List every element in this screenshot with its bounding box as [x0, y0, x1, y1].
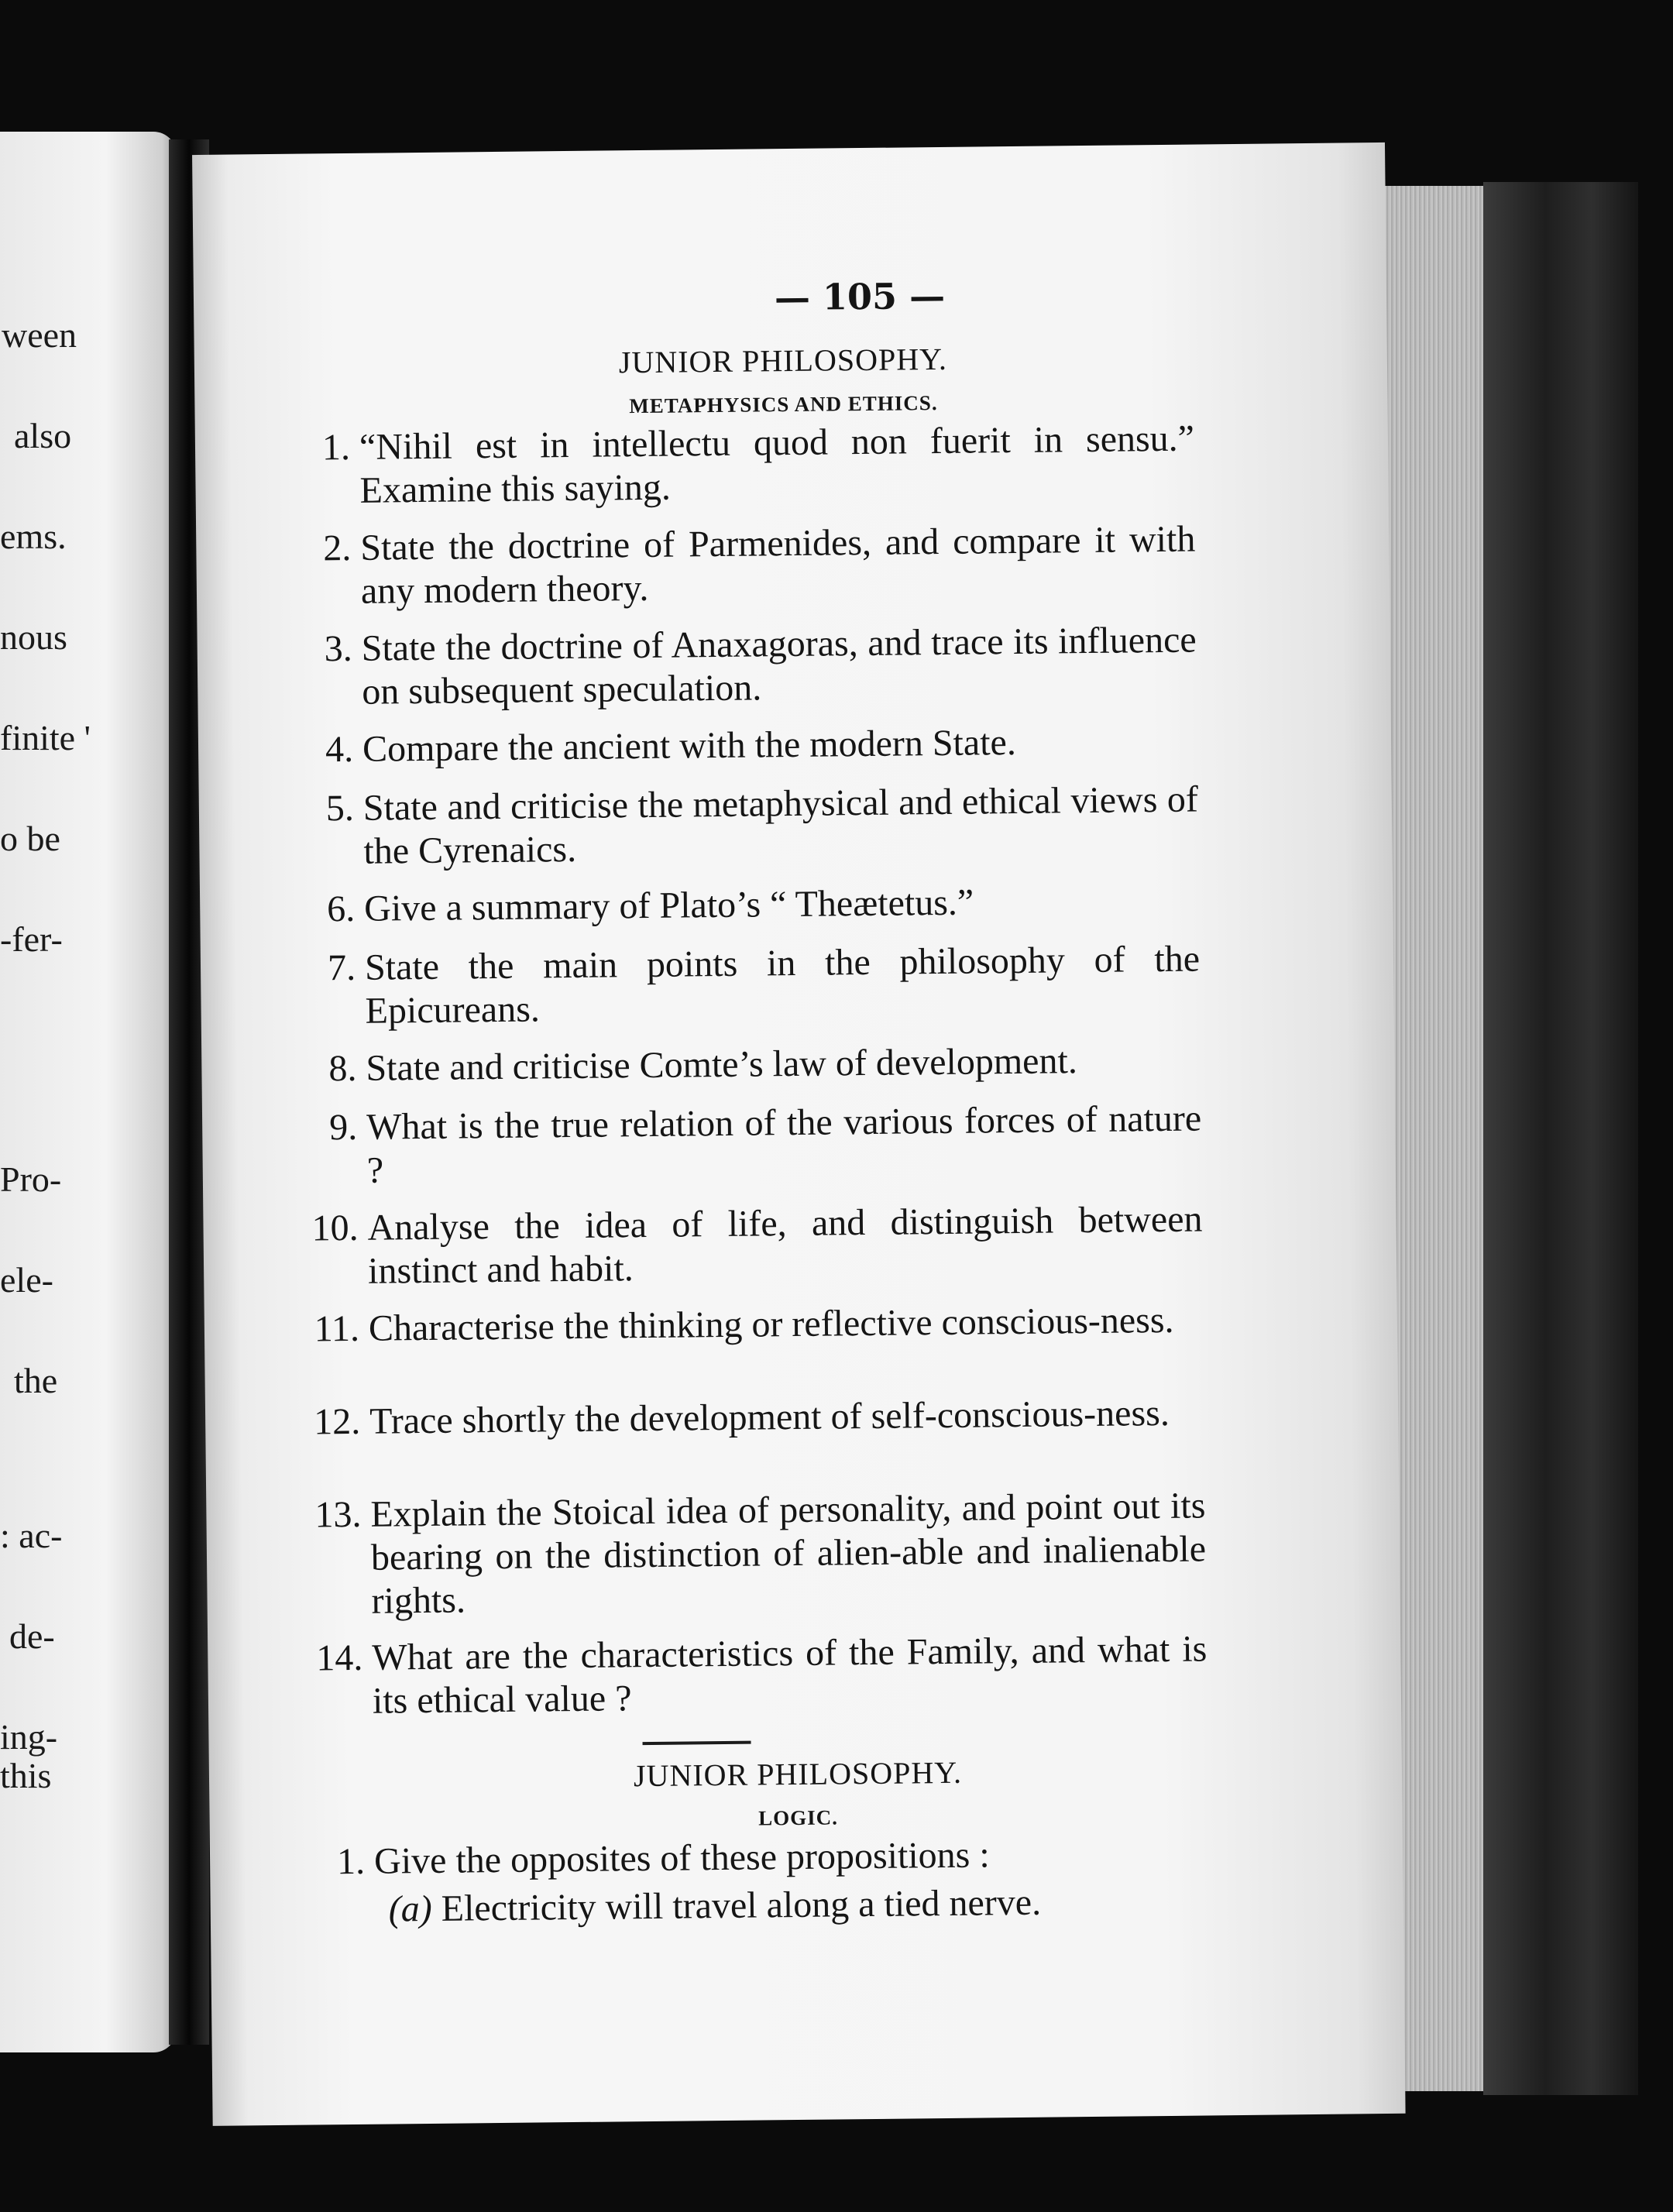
left-page-fragment: o be	[0, 819, 60, 858]
question-text: Give a summary of Plato’s “ Theætetus.”	[363, 881, 974, 929]
question-item	[276, 1484, 1207, 1622]
left-page-fragment: Pro-	[0, 1159, 62, 1199]
sub-item-label: (a)	[388, 1887, 433, 1930]
section-subtitle: METAPHYSICS AND ETHICS.	[629, 391, 938, 418]
question-number: 5.	[325, 787, 355, 830]
section-title: JUNIOR PHILOSOPHY.	[618, 341, 948, 380]
left-page-fragment: this	[0, 1756, 52, 1795]
left-page-fragment: finite '	[0, 718, 91, 757]
question-item	[277, 1627, 1208, 1722]
question-text: Compare the ancient with the modern State.	[362, 721, 1017, 770]
question-number: 2.	[323, 527, 352, 569]
left-page-fragment: ing-	[0, 1717, 58, 1757]
question-text: Analyse the idea of life, and distinguish between instinct and habit.	[367, 1198, 1203, 1292]
question-text: State the main points in the philosophy of the Epicureans.	[364, 938, 1201, 1032]
question-number: 3.	[324, 627, 353, 670]
question-text: State the doctrine of Parmenides, and compare it with any modern theory.	[360, 518, 1196, 612]
question-number: 12.	[313, 1400, 361, 1443]
question-text: State and criticise Comte’s law of development.	[366, 1040, 1078, 1089]
question-number: 9.	[328, 1106, 358, 1149]
left-page-fragment: also	[14, 416, 72, 455]
question-item	[268, 720, 1197, 771]
question-text: Give the opposites of these propositions :	[373, 1834, 990, 1882]
left-page-fragment: -fer-	[0, 919, 63, 959]
question-text: What are the characteristics of the Family, and what is its ethical value ?	[372, 1628, 1208, 1722]
question-number: 8.	[328, 1047, 357, 1090]
sub-item	[388, 1879, 1241, 1931]
question-item	[273, 1197, 1203, 1292]
question-text: State the doctrine of Anaxagoras, and trace its influence on subsequent speculation.	[361, 619, 1197, 713]
question-number: 14.	[316, 1637, 363, 1679]
question-text: Trace shortly the development of self-conscious-ness.	[369, 1392, 1170, 1442]
sub-item-text: Electricity will travel along a tied nerve.	[441, 1881, 1042, 1929]
question-number: 11.	[314, 1307, 360, 1350]
question-number: 10.	[311, 1207, 359, 1249]
question-item	[266, 619, 1197, 713]
left-page-fragment: ele-	[0, 1260, 53, 1300]
question-item	[275, 1391, 1204, 1443]
left-page-fragment: ems.	[0, 517, 67, 556]
left-page-fragment: the	[14, 1361, 58, 1400]
previous-page	[0, 132, 177, 2052]
left-page-fragment: ween	[2, 315, 77, 355]
page-number: — 105 —	[774, 274, 946, 319]
question-number: 1.	[336, 1840, 366, 1883]
question-text: Explain the Stoical idea of personality, and point out its bearing on the distinction of alien-able and inalienable rights.	[370, 1485, 1207, 1622]
question-item	[270, 879, 1199, 930]
section-title: JUNIOR PHILOSOPHY.	[633, 1754, 963, 1794]
left-page-fragment: de-	[9, 1616, 55, 1656]
question-text: What is the true relation of the various forces of nature ?	[366, 1097, 1202, 1191]
left-page-fragment: nous	[0, 617, 67, 657]
question-number: 6.	[326, 888, 356, 930]
question-text: “Nihil est in intellectu quod non fuerit in sensu.” Examine this saying.	[359, 417, 1195, 511]
question-item	[272, 1097, 1202, 1191]
question-item	[270, 937, 1201, 1032]
question-text: State and criticise the metaphysical and ethical views of the Cyrenaics.	[362, 778, 1199, 872]
question-item	[266, 518, 1196, 612]
question-number: 1.	[321, 426, 351, 469]
question-item	[274, 1298, 1204, 1350]
question-text: Characterise the thinking or reflective conscious-ness.	[368, 1299, 1174, 1349]
main-page	[192, 143, 1406, 2126]
section-divider	[643, 1741, 751, 1745]
book-cover-edge	[1483, 182, 1638, 2095]
question-item	[271, 1038, 1201, 1090]
question-number: 4.	[325, 728, 354, 771]
question-number: 13.	[314, 1493, 362, 1536]
left-page-fragment: : ac-	[0, 1516, 63, 1555]
question-number: 7.	[327, 946, 356, 989]
question-item	[269, 778, 1199, 872]
section-subtitle: LOGIC.	[758, 1805, 839, 1830]
